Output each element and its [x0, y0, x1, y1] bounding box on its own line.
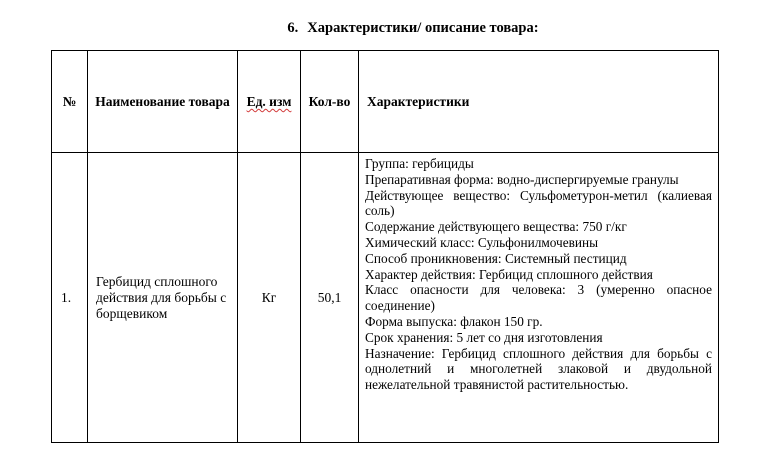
char-line: Способ проникновения: Системный пестицид [365, 250, 627, 266]
char-line: Назначение: Гербицид сплошного действия для борьбы с однолетний и многолетней злаковой и двудольной нежелательной травянистой растительностью. [365, 345, 712, 393]
row-name: Гербицид сплошного действия для борьбы с борщевиком [88, 153, 238, 443]
char-line: Характер действия: Гербицид сплошного действия [365, 266, 653, 282]
header-num: № [52, 51, 88, 153]
char-line: Действующее вещество: Сульфометурон-метил (калиевая соль) [365, 187, 712, 219]
header-characteristics: Характеристики [359, 51, 719, 153]
table-row [52, 153, 719, 443]
product-table [51, 50, 719, 443]
char-line: Форма выпуска: флакон 150 гр. [365, 313, 543, 329]
section-heading [0, 20, 766, 37]
header-unit-text: Ед. изм [246, 94, 292, 109]
row-unit: Кг [238, 153, 301, 443]
section-title: Характеристики/ описание товара: [307, 20, 539, 36]
row-characteristics [359, 153, 719, 443]
char-line: Класс опасности для человека: 3 (умеренно опасное соединение) [365, 282, 712, 314]
header-row [52, 51, 719, 153]
row-num: 1. [52, 153, 88, 443]
header-qty: Кол-во [301, 51, 359, 153]
char-line: Препаративная форма: водно-диспергируемые гранулы [365, 171, 679, 187]
header-name: Наименование товара [88, 51, 238, 153]
section-number: 6. [287, 20, 299, 36]
char-line: Срок хранения: 5 лет со дня изготовления [365, 329, 603, 345]
char-line: Группа: гербициды [365, 156, 474, 171]
char-line: Химический класс: Сульфонилмочевины [365, 234, 599, 250]
header-unit [238, 51, 301, 153]
char-line: Содержание действующего вещества: 750 г/кг [365, 219, 627, 235]
row-qty: 50,1 [301, 153, 359, 443]
